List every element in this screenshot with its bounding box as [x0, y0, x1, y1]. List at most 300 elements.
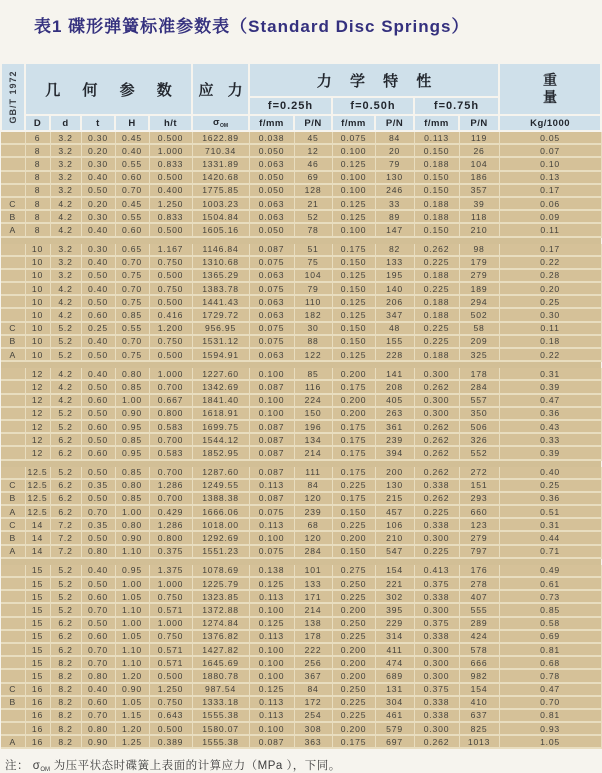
sigma-symbol: σ — [32, 760, 41, 773]
cell: 0.338 — [414, 630, 459, 643]
table-row — [1, 669, 601, 682]
cell: 0.50 — [81, 467, 115, 479]
cell: 176 — [459, 565, 499, 577]
cell: 0.80 — [81, 722, 115, 735]
cell: 0.80 — [115, 518, 149, 531]
cell: 0.571 — [149, 603, 192, 616]
col-t: t — [81, 115, 115, 131]
cell: 0.85 — [115, 467, 149, 479]
cell: 0.100 — [332, 144, 375, 157]
cell: 0.113 — [249, 479, 294, 492]
table-row — [1, 446, 601, 459]
cell: 0.225 — [414, 282, 459, 295]
cell: 10 — [25, 244, 50, 256]
cell: 0.50 — [81, 295, 115, 308]
cell: 0.47 — [499, 394, 601, 407]
cell: 0.150 — [332, 256, 375, 269]
cell: 4.2 — [50, 223, 81, 236]
cell: 1287.60 — [192, 467, 249, 479]
table-header — [1, 63, 601, 131]
row-type-label — [1, 590, 25, 603]
row-type-label: A — [1, 735, 25, 748]
table-row — [1, 590, 601, 603]
cell: 0.188 — [414, 210, 459, 223]
cell: 0.063 — [249, 157, 294, 170]
row-type-label: A — [1, 545, 25, 558]
cell: 637 — [459, 709, 499, 722]
cell: 1310.68 — [192, 256, 249, 269]
cell: 58 — [459, 322, 499, 335]
table-row — [1, 545, 601, 558]
cell: 0.100 — [249, 722, 294, 735]
cell: 0.750 — [149, 590, 192, 603]
cell: 16 — [25, 709, 50, 722]
cell: 1292.69 — [192, 531, 249, 544]
cell: 1729.72 — [192, 308, 249, 321]
cell: 0.200 — [332, 722, 375, 735]
cell: 4.2 — [50, 308, 81, 321]
cell: 10 — [25, 335, 50, 348]
row-type-label — [1, 244, 25, 256]
cell: 195 — [375, 269, 414, 282]
cell: 0.80 — [81, 669, 115, 682]
cell: 395 — [375, 603, 414, 616]
cell: 12 — [25, 433, 50, 446]
cell: 0.60 — [81, 590, 115, 603]
cell: 1594.91 — [192, 348, 249, 361]
cell: 0.075 — [249, 256, 294, 269]
cell: 0.60 — [81, 630, 115, 643]
cell: 0.75 — [115, 348, 149, 361]
cell: 0.90 — [115, 683, 149, 696]
cell: 0.188 — [414, 197, 459, 210]
cell: 1.000 — [149, 368, 192, 380]
table-row — [1, 433, 601, 446]
cell: 0.18 — [499, 335, 601, 348]
cell: 15 — [25, 603, 50, 616]
cell: 85 — [294, 368, 332, 380]
cell: 12 — [25, 420, 50, 433]
cell: 1.00 — [115, 394, 149, 407]
cell: 133 — [294, 577, 332, 590]
cell: 0.06 — [499, 197, 601, 210]
cell: 0.643 — [149, 709, 192, 722]
cell: 0.262 — [414, 446, 459, 459]
cell: 8 — [25, 171, 50, 184]
col-ht: h/t — [149, 115, 192, 131]
table-row — [1, 617, 601, 630]
col-D: D — [25, 115, 50, 131]
cell: 1420.68 — [192, 171, 249, 184]
cell: 0.20 — [81, 144, 115, 157]
cell: 1622.89 — [192, 131, 249, 144]
table-row — [1, 630, 601, 643]
col-p-050: P/N — [375, 115, 414, 131]
cell: 120 — [294, 531, 332, 544]
table-row — [1, 380, 601, 393]
cell: 0.075 — [249, 505, 294, 518]
cell: 0.100 — [249, 394, 294, 407]
cell: 0.55 — [115, 210, 149, 223]
cell: 325 — [459, 348, 499, 361]
row-type-label: B — [1, 696, 25, 709]
cell: 1.05 — [115, 630, 149, 643]
deflection-025-header: f=0.25h — [249, 97, 332, 115]
cell: 0.70 — [81, 505, 115, 518]
cell: 128 — [294, 184, 332, 197]
cell: 0.100 — [332, 223, 375, 236]
cell: 0.250 — [332, 617, 375, 630]
cell: 0.50 — [81, 184, 115, 197]
cell: 1227.60 — [192, 368, 249, 380]
group-gap — [1, 237, 601, 244]
cell: 1.000 — [149, 144, 192, 157]
cell: 30 — [294, 322, 332, 335]
cell: 0.40 — [81, 565, 115, 577]
cell: 0.175 — [332, 735, 375, 748]
cell: 0.262 — [414, 735, 459, 748]
cell: 0.07 — [499, 144, 601, 157]
cell: 457 — [375, 505, 414, 518]
cell: 12 — [25, 394, 50, 407]
cell: 506 — [459, 420, 499, 433]
cell: 0.225 — [332, 590, 375, 603]
cell: 0.225 — [332, 709, 375, 722]
cell: 0.150 — [332, 335, 375, 348]
cell: 5.2 — [50, 577, 81, 590]
cell: 8 — [25, 184, 50, 197]
cell: 279 — [459, 531, 499, 544]
cell: 357 — [459, 184, 499, 197]
cell: 1427.82 — [192, 643, 249, 656]
cell: 0.050 — [249, 144, 294, 157]
row-type-label — [1, 144, 25, 157]
cell: 0.250 — [332, 683, 375, 696]
cell: 0.571 — [149, 656, 192, 669]
cell: 10 — [25, 322, 50, 335]
cell: 1645.69 — [192, 656, 249, 669]
cell: 0.075 — [249, 545, 294, 558]
cell: 26 — [459, 144, 499, 157]
col-d: d — [50, 115, 81, 131]
cell: 3.2 — [50, 157, 81, 170]
row-type-label — [1, 184, 25, 197]
cell: 0.80 — [115, 368, 149, 380]
cell: 0.125 — [332, 269, 375, 282]
cell: 10 — [25, 256, 50, 269]
cell: 0.200 — [332, 656, 375, 669]
cell: 8.2 — [50, 656, 81, 669]
cell: 256 — [294, 656, 332, 669]
cell: 1699.75 — [192, 420, 249, 433]
cell: 797 — [459, 545, 499, 558]
cell: 1.00 — [115, 577, 149, 590]
cell: 0.70 — [81, 656, 115, 669]
cell: 82 — [375, 244, 414, 256]
cell: 0.11 — [499, 322, 601, 335]
cell: 0.100 — [249, 656, 294, 669]
table-row — [1, 492, 601, 505]
cell: 15 — [25, 630, 50, 643]
cell: 0.125 — [249, 577, 294, 590]
cell: 84 — [294, 479, 332, 492]
cell: 6.2 — [50, 505, 81, 518]
cell: 0.225 — [414, 545, 459, 558]
cell: 0.85 — [115, 380, 149, 393]
row-type-label: B — [1, 531, 25, 544]
cell: 3.2 — [50, 184, 81, 197]
cell: 15 — [25, 643, 50, 656]
cell: 1331.89 — [192, 157, 249, 170]
cell: 0.200 — [332, 669, 375, 682]
cell: 8 — [25, 197, 50, 210]
cell: 0.262 — [414, 467, 459, 479]
cell: 52 — [294, 210, 332, 223]
cell: 123 — [459, 518, 499, 531]
cell: 10 — [25, 308, 50, 321]
cell: 6.2 — [50, 492, 81, 505]
cell: 8.2 — [50, 669, 81, 682]
cell: 314 — [375, 630, 414, 643]
cell: 0.30 — [81, 157, 115, 170]
cell: 0.30 — [81, 131, 115, 144]
row-type-label: B — [1, 492, 25, 505]
cell: 294 — [459, 295, 499, 308]
cell: 0.500 — [149, 348, 192, 361]
cell: 278 — [459, 577, 499, 590]
cell: 0.087 — [249, 433, 294, 446]
cell: 0.300 — [414, 531, 459, 544]
cell: 1.286 — [149, 479, 192, 492]
cell: 33 — [375, 197, 414, 210]
table-row — [1, 368, 601, 380]
cell: 130 — [375, 479, 414, 492]
cell: 0.700 — [149, 433, 192, 446]
cell: 0.225 — [414, 335, 459, 348]
cell: 982 — [459, 669, 499, 682]
cell: 8.2 — [50, 735, 81, 748]
cell: 361 — [375, 420, 414, 433]
cell: 0.40 — [499, 467, 601, 479]
cell: 1388.38 — [192, 492, 249, 505]
cell: 0.150 — [332, 545, 375, 558]
cell: 0.50 — [81, 577, 115, 590]
cell: 0.113 — [249, 630, 294, 643]
cell: 88 — [294, 335, 332, 348]
cell: 666 — [459, 656, 499, 669]
disc-spring-table — [0, 62, 602, 749]
cell: 0.225 — [332, 479, 375, 492]
cell: 0.300 — [414, 643, 459, 656]
cell: 0.375 — [414, 577, 459, 590]
cell: 0.45 — [115, 197, 149, 210]
cell: 0.300 — [414, 394, 459, 407]
cell: 1.10 — [115, 545, 149, 558]
cell: 289 — [459, 617, 499, 630]
cell: 0.750 — [149, 696, 192, 709]
cell: 0.338 — [414, 479, 459, 492]
cell: 1441.43 — [192, 295, 249, 308]
cell: 0.20 — [499, 282, 601, 295]
footnote — [0, 749, 600, 773]
cell: 1.10 — [115, 656, 149, 669]
cell: 8.2 — [50, 683, 81, 696]
cell: 0.375 — [414, 617, 459, 630]
cell: 0.100 — [249, 643, 294, 656]
cell: 279 — [459, 269, 499, 282]
cell: 1551.23 — [192, 545, 249, 558]
cell: 0.175 — [332, 244, 375, 256]
cell: 1.200 — [149, 322, 192, 335]
cell: 0.33 — [499, 433, 601, 446]
cell: 68 — [294, 518, 332, 531]
cell: 1365.29 — [192, 269, 249, 282]
row-type-label — [1, 308, 25, 321]
cell: 0.28 — [499, 269, 601, 282]
table-row — [1, 505, 601, 518]
row-type-label: C — [1, 518, 25, 531]
cell: 0.262 — [414, 492, 459, 505]
cell: 0.10 — [499, 157, 601, 170]
cell: 0.100 — [332, 184, 375, 197]
cell: 0.175 — [332, 420, 375, 433]
cell: 0.500 — [149, 171, 192, 184]
cell: 0.49 — [499, 565, 601, 577]
cell: 0.087 — [249, 244, 294, 256]
cell: 0.125 — [332, 348, 375, 361]
col-p-075: P/N — [459, 115, 499, 131]
cell: 0.95 — [115, 420, 149, 433]
cell: 0.583 — [149, 420, 192, 433]
table-row — [1, 683, 601, 696]
cell: 7.2 — [50, 531, 81, 544]
cell: 122 — [294, 348, 332, 361]
row-type-label — [1, 269, 25, 282]
cell: 1.05 — [115, 590, 149, 603]
cell: 461 — [375, 709, 414, 722]
cell: 555 — [459, 603, 499, 616]
cell: 239 — [375, 433, 414, 446]
cell: 214 — [294, 603, 332, 616]
cell: 0.175 — [332, 380, 375, 393]
cell: 150 — [294, 407, 332, 420]
cell: 1775.85 — [192, 184, 249, 197]
cell: 0.833 — [149, 157, 192, 170]
cell: 172 — [294, 696, 332, 709]
cell: 302 — [375, 590, 414, 603]
cell: 21 — [294, 197, 332, 210]
cell: 0.063 — [249, 210, 294, 223]
cell: 209 — [459, 335, 499, 348]
row-type-label: C — [1, 683, 25, 696]
cell: 1274.84 — [192, 617, 249, 630]
cell: 0.125 — [332, 157, 375, 170]
cell: 229 — [375, 617, 414, 630]
cell: 0.667 — [149, 394, 192, 407]
cell: 0.500 — [149, 131, 192, 144]
cell: 0.39 — [499, 446, 601, 459]
cell: 0.389 — [149, 735, 192, 748]
cell: 210 — [459, 223, 499, 236]
cell: 1.25 — [115, 735, 149, 748]
cell: 689 — [375, 669, 414, 682]
cell: 0.50 — [81, 531, 115, 544]
cell: 0.58 — [499, 617, 601, 630]
cell: 0.200 — [332, 603, 375, 616]
row-type-label — [1, 380, 25, 393]
cell: 0.750 — [149, 282, 192, 295]
table-row — [1, 197, 601, 210]
cell: 12 — [25, 368, 50, 380]
cell: 0.500 — [149, 223, 192, 236]
table-row — [1, 577, 601, 590]
cell: 350 — [459, 407, 499, 420]
cell: 0.22 — [499, 256, 601, 269]
cell: 0.30 — [81, 244, 115, 256]
cell: 0.500 — [149, 269, 192, 282]
cell: 710.34 — [192, 144, 249, 157]
cell: 16 — [25, 735, 50, 748]
cell: 8 — [25, 157, 50, 170]
cell: 8 — [25, 144, 50, 157]
group-gap — [1, 361, 601, 368]
table-row — [1, 735, 601, 748]
cell: 1.05 — [115, 696, 149, 709]
cell: 0.100 — [249, 368, 294, 380]
cell: 16 — [25, 722, 50, 735]
cell: 956.95 — [192, 322, 249, 335]
cell: 1383.78 — [192, 282, 249, 295]
cell: 0.125 — [249, 617, 294, 630]
cell: 7.2 — [50, 518, 81, 531]
cell: 200 — [375, 467, 414, 479]
cell: 151 — [459, 479, 499, 492]
cell: 0.500 — [149, 669, 192, 682]
cell: 263 — [375, 407, 414, 420]
cell: 0.69 — [499, 630, 601, 643]
cell: 154 — [375, 565, 414, 577]
cell: 0.73 — [499, 590, 601, 603]
table-row — [1, 531, 601, 544]
cell: 0.150 — [332, 322, 375, 335]
cell: 0.150 — [332, 505, 375, 518]
row-type-label: C — [1, 322, 25, 335]
row-type-label — [1, 669, 25, 682]
cell: 119 — [459, 131, 499, 144]
row-type-label — [1, 407, 25, 420]
cell: 84 — [375, 131, 414, 144]
cell: 0.80 — [115, 479, 149, 492]
cell: 0.150 — [414, 171, 459, 184]
cell: 10 — [25, 348, 50, 361]
cell: 0.36 — [499, 407, 601, 420]
cell: 15 — [25, 590, 50, 603]
cell: 1225.79 — [192, 577, 249, 590]
cell: 363 — [294, 735, 332, 748]
cell: 1376.82 — [192, 630, 249, 643]
cell: 14 — [25, 531, 50, 544]
cell: 0.50 — [81, 407, 115, 420]
cell: 79 — [375, 157, 414, 170]
cell: 0.063 — [249, 197, 294, 210]
cell: 0.13 — [499, 171, 601, 184]
cell: 0.47 — [499, 683, 601, 696]
cell: 0.225 — [332, 630, 375, 643]
cell: 0.50 — [81, 617, 115, 630]
cell: 69 — [294, 171, 332, 184]
cell: 46 — [294, 157, 332, 170]
cell: 84 — [294, 683, 332, 696]
